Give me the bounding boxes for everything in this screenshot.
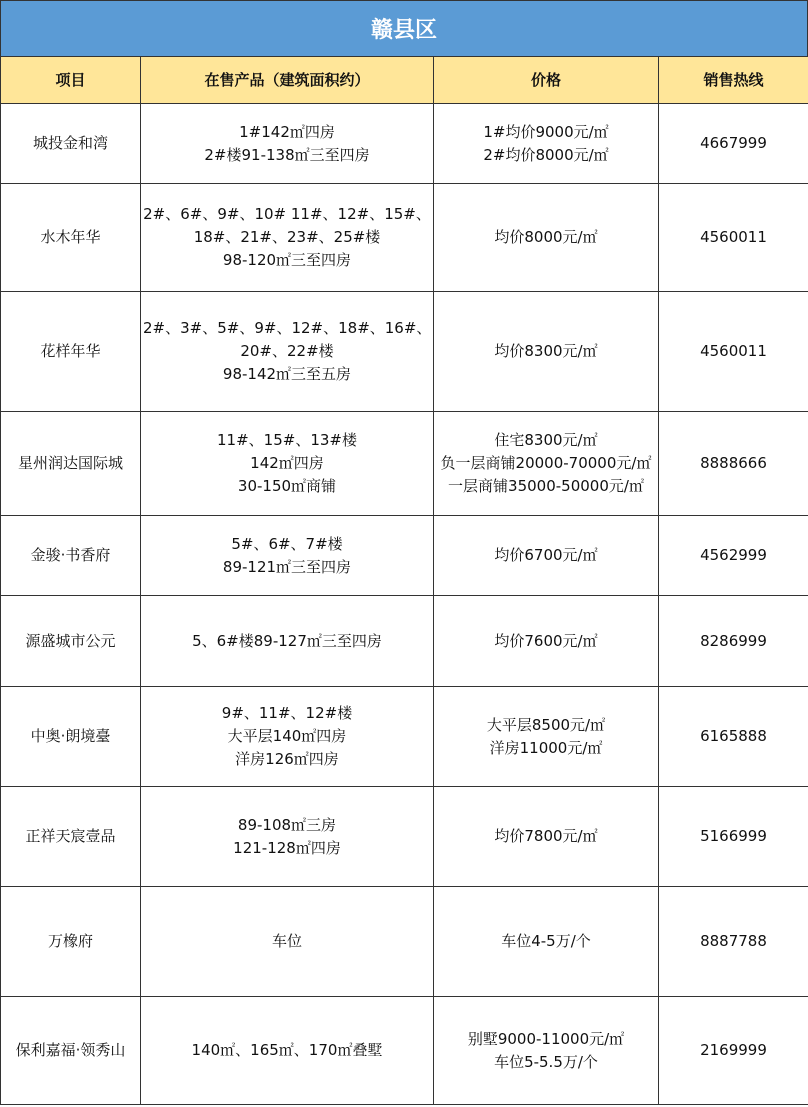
header-hotline: 销售热线 (659, 57, 808, 104)
hotline: 8286999 (659, 596, 808, 687)
products-cell (141, 412, 434, 516)
products-cell-line: 140㎡、165㎡、170㎡叠墅 (191, 1041, 383, 1059)
price-cell (434, 412, 659, 516)
price-cell-line: 一层商铺35000-50000元/㎡ (448, 477, 644, 495)
products-cell (141, 516, 434, 596)
price-cell (434, 184, 659, 292)
products-cell-line: 142㎡四房 (250, 454, 324, 472)
hotline: 6165888 (659, 687, 808, 787)
price-cell-line: 住宅8300元/㎡ (494, 431, 598, 449)
project-name: 城投金和湾 (1, 104, 141, 184)
table-row (1, 104, 808, 184)
hotline: 4560011 (659, 292, 808, 412)
hotline: 2169999 (659, 997, 808, 1105)
table-row (1, 997, 808, 1105)
project-name: 星州润达国际城 (1, 412, 141, 516)
price-cell (434, 687, 659, 787)
products-cell-line: 89-121㎡三至四房 (222, 557, 352, 576)
products-cell-line: 大平层140㎡四房 (227, 727, 347, 745)
price-cell-line: 1#均价9000元/㎡ (483, 122, 609, 141)
project-name: 花样年华 (1, 292, 141, 412)
price-cell-line: 大平层8500元/㎡ (486, 715, 606, 734)
price-cell (434, 292, 659, 412)
products-cell-line: 2#楼91-138㎡三至四房 (204, 145, 370, 164)
products-cell (141, 687, 434, 787)
products-cell-line: 121-128㎡四房 (233, 838, 341, 857)
products-cell-line: 洋房126㎡四房 (235, 750, 339, 768)
hotline: 5166999 (659, 787, 808, 887)
table-row (1, 184, 808, 292)
price-cell (434, 104, 659, 184)
products-cell-line: 2#、6#、9#、10# 11#、12#、15#、 (143, 205, 431, 223)
header-products: 在售产品（建筑面积约） (141, 57, 434, 104)
price-cell-line: 车位4-5万/个 (501, 932, 591, 950)
table-row (1, 596, 808, 687)
products-cell (141, 887, 434, 997)
project-name: 万橡府 (1, 887, 141, 997)
price-cell (434, 516, 659, 596)
price-cell-line: 2#均价8000元/㎡ (483, 145, 609, 164)
table-row (1, 516, 808, 596)
products-cell-line: 5、6#楼89-127㎡三至四房 (192, 631, 382, 650)
products-cell (141, 787, 434, 887)
project-name: 中奥·朗境臺 (1, 687, 141, 787)
price-cell-line: 均价6700元/㎡ (494, 546, 598, 564)
price-cell-line: 洋房11000元/㎡ (489, 738, 603, 757)
header-project: 项目 (1, 57, 141, 104)
price-cell-line: 别墅9000-11000元/㎡ (467, 1029, 625, 1048)
project-name: 正祥天宸壹品 (1, 787, 141, 887)
table-row (1, 887, 808, 997)
table-row (1, 412, 808, 516)
products-cell (141, 997, 434, 1105)
project-name: 源盛城市公元 (1, 596, 141, 687)
products-cell-line: 89-108㎡三房 (237, 815, 337, 834)
price-cell-line: 车位5-5.5万/个 (494, 1052, 598, 1071)
hotline: 4667999 (659, 104, 808, 184)
table-row (1, 292, 808, 412)
project-name: 金骏·书香府 (1, 516, 141, 596)
products-cell (141, 104, 434, 184)
district-title: 赣县区 (0, 0, 808, 57)
price-cell-line: 均价8300元/㎡ (494, 342, 598, 360)
project-name: 保利嘉福·领秀山 (1, 997, 141, 1105)
price-cell-line: 均价7800元/㎡ (494, 827, 598, 845)
table-row (1, 787, 808, 887)
products-cell (141, 184, 434, 292)
products-cell-line: 9#、11#、12#楼 (221, 704, 353, 722)
products-cell-line: 18#、21#、23#、25#楼 (193, 228, 381, 246)
table-row (1, 687, 808, 787)
products-cell (141, 596, 434, 687)
products-cell (141, 292, 434, 412)
products-cell-line: 5#、6#、7#楼 (231, 534, 343, 553)
hotline: 4562999 (659, 516, 808, 596)
header-row (1, 57, 808, 104)
price-cell (434, 997, 659, 1105)
products-cell-line: 1#142㎡四房 (239, 122, 335, 141)
header-price: 价格 (434, 57, 659, 104)
products-cell-line: 2#、3#、5#、9#、12#、18#、16#、 (143, 319, 432, 337)
products-cell-line: 车位 (271, 932, 302, 950)
price-cell-line: 负一层商铺20000-70000元/㎡ (440, 454, 652, 472)
products-cell-line: 98-142㎡三至五房 (222, 365, 352, 383)
products-cell-line: 11#、15#、13#楼 (217, 431, 357, 449)
hotline: 8888666 (659, 412, 808, 516)
listing-table (0, 56, 808, 1105)
hotline: 8887788 (659, 887, 808, 997)
price-cell (434, 596, 659, 687)
price-cell (434, 787, 659, 887)
products-cell-line: 98-120㎡三至四房 (222, 251, 352, 269)
hotline: 4560011 (659, 184, 808, 292)
price-cell-line: 均价8000元/㎡ (494, 228, 598, 246)
project-name: 水木年华 (1, 184, 141, 292)
price-cell-line: 均价7600元/㎡ (494, 631, 598, 650)
products-cell-line: 20#、22#楼 (240, 342, 334, 360)
price-cell (434, 887, 659, 997)
products-cell-line: 30-150㎡商铺 (237, 477, 337, 495)
